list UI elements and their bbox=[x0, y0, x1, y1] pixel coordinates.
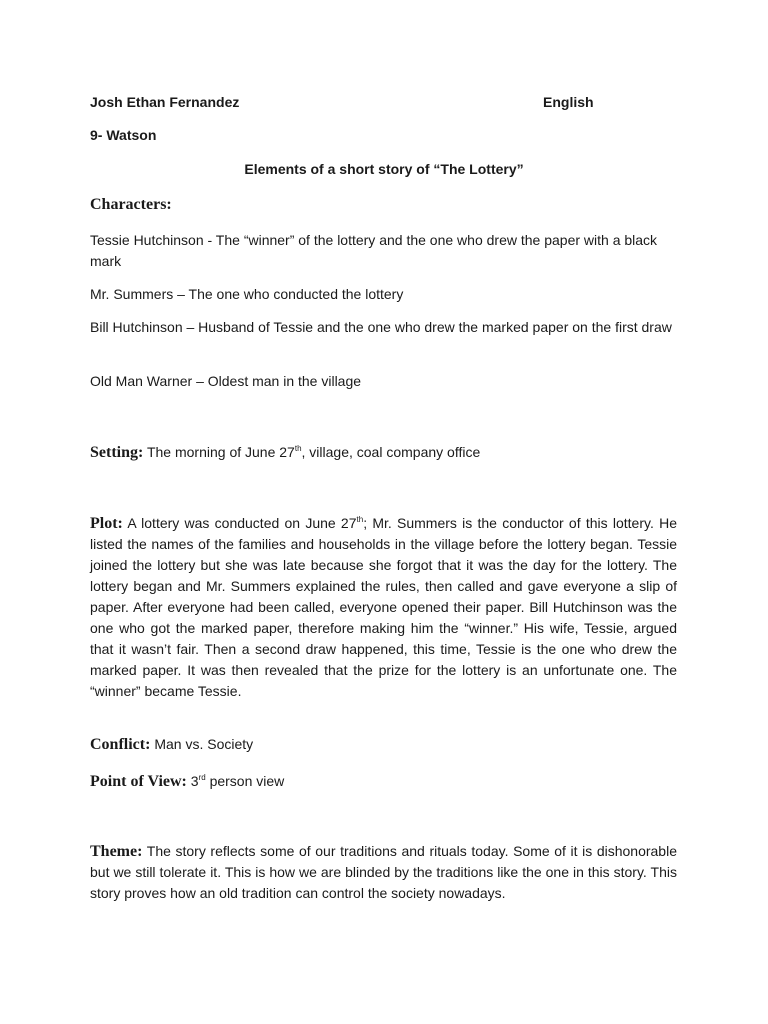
character-item: Mr. Summers – The one who conducted the lottery bbox=[90, 286, 404, 302]
plot-superscript: th bbox=[356, 515, 364, 524]
point-of-view-text-rest: person view bbox=[205, 773, 285, 789]
character-item: Bill Hutchinson – Husband of Tessie and the one who drew the marked paper on the first draw bbox=[90, 319, 672, 335]
author-name: Josh Ethan Fernandez bbox=[90, 94, 240, 110]
point-of-view-paragraph bbox=[90, 771, 677, 792]
plot-text: A lottery was conducted on June 27 bbox=[122, 515, 357, 531]
plot-heading: Plot: bbox=[90, 515, 123, 532]
setting-paragraph bbox=[90, 442, 677, 463]
point-of-view-superscript: rd bbox=[198, 773, 206, 782]
document-title: Elements of a short story of “The Lottery” bbox=[244, 161, 524, 177]
conflict-text: Man vs. Society bbox=[150, 736, 254, 752]
setting-heading: Setting: bbox=[90, 444, 144, 461]
point-of-view-heading: Point of View: bbox=[90, 773, 187, 790]
character-item: Old Man Warner – Oldest man in the village bbox=[90, 373, 362, 389]
setting-superscript: th bbox=[294, 444, 302, 453]
subject-name: English bbox=[543, 94, 594, 110]
setting-text: The morning of June 27 bbox=[143, 444, 295, 460]
theme-heading: Theme: bbox=[90, 843, 143, 860]
setting-text-rest: , village, coal company office bbox=[301, 444, 481, 460]
class-section: 9- Watson bbox=[90, 127, 157, 143]
plot-text-rest: ; Mr. Summers is the conductor of this lottery. He listed the names of the families and households in the village before the lottery began. Tessie joined the lottery but she was late because she forgot that it was the day for the lottery. The lottery began and Mr. Summers explained the rules, then called and gave everyone a slip of paper. After everyone had been called, everyone opened their paper. Bill Hutchinson was the one who got the marked paper, therefore making him the “winner.” His wife, Tessie, argued that it wasn’t fair. Then a second draw happened, this time, Tessie is the one who drew the marked paper. It was then revealed that the prize for the lottery is an unfortunate one. The “winner” became Tessie. bbox=[90, 515, 677, 699]
characters-heading: Characters: bbox=[90, 196, 172, 213]
plot-paragraph bbox=[90, 513, 677, 702]
point-of-view-text: 3 bbox=[186, 773, 199, 789]
character-item: Tessie Hutchinson - The “winner” of the lottery and the one who drew the paper with a black mark bbox=[90, 232, 658, 269]
conflict-heading: Conflict: bbox=[90, 736, 151, 753]
theme-text: The story reflects some of our traditions and rituals today. Some of it is dishonorable but we still tolerate it. This is how we are blinded by the traditions like the one in this story. This story proves how an old tradition can control the society nowadays. bbox=[90, 843, 677, 901]
conflict-paragraph bbox=[90, 734, 677, 755]
theme-paragraph bbox=[90, 841, 677, 904]
